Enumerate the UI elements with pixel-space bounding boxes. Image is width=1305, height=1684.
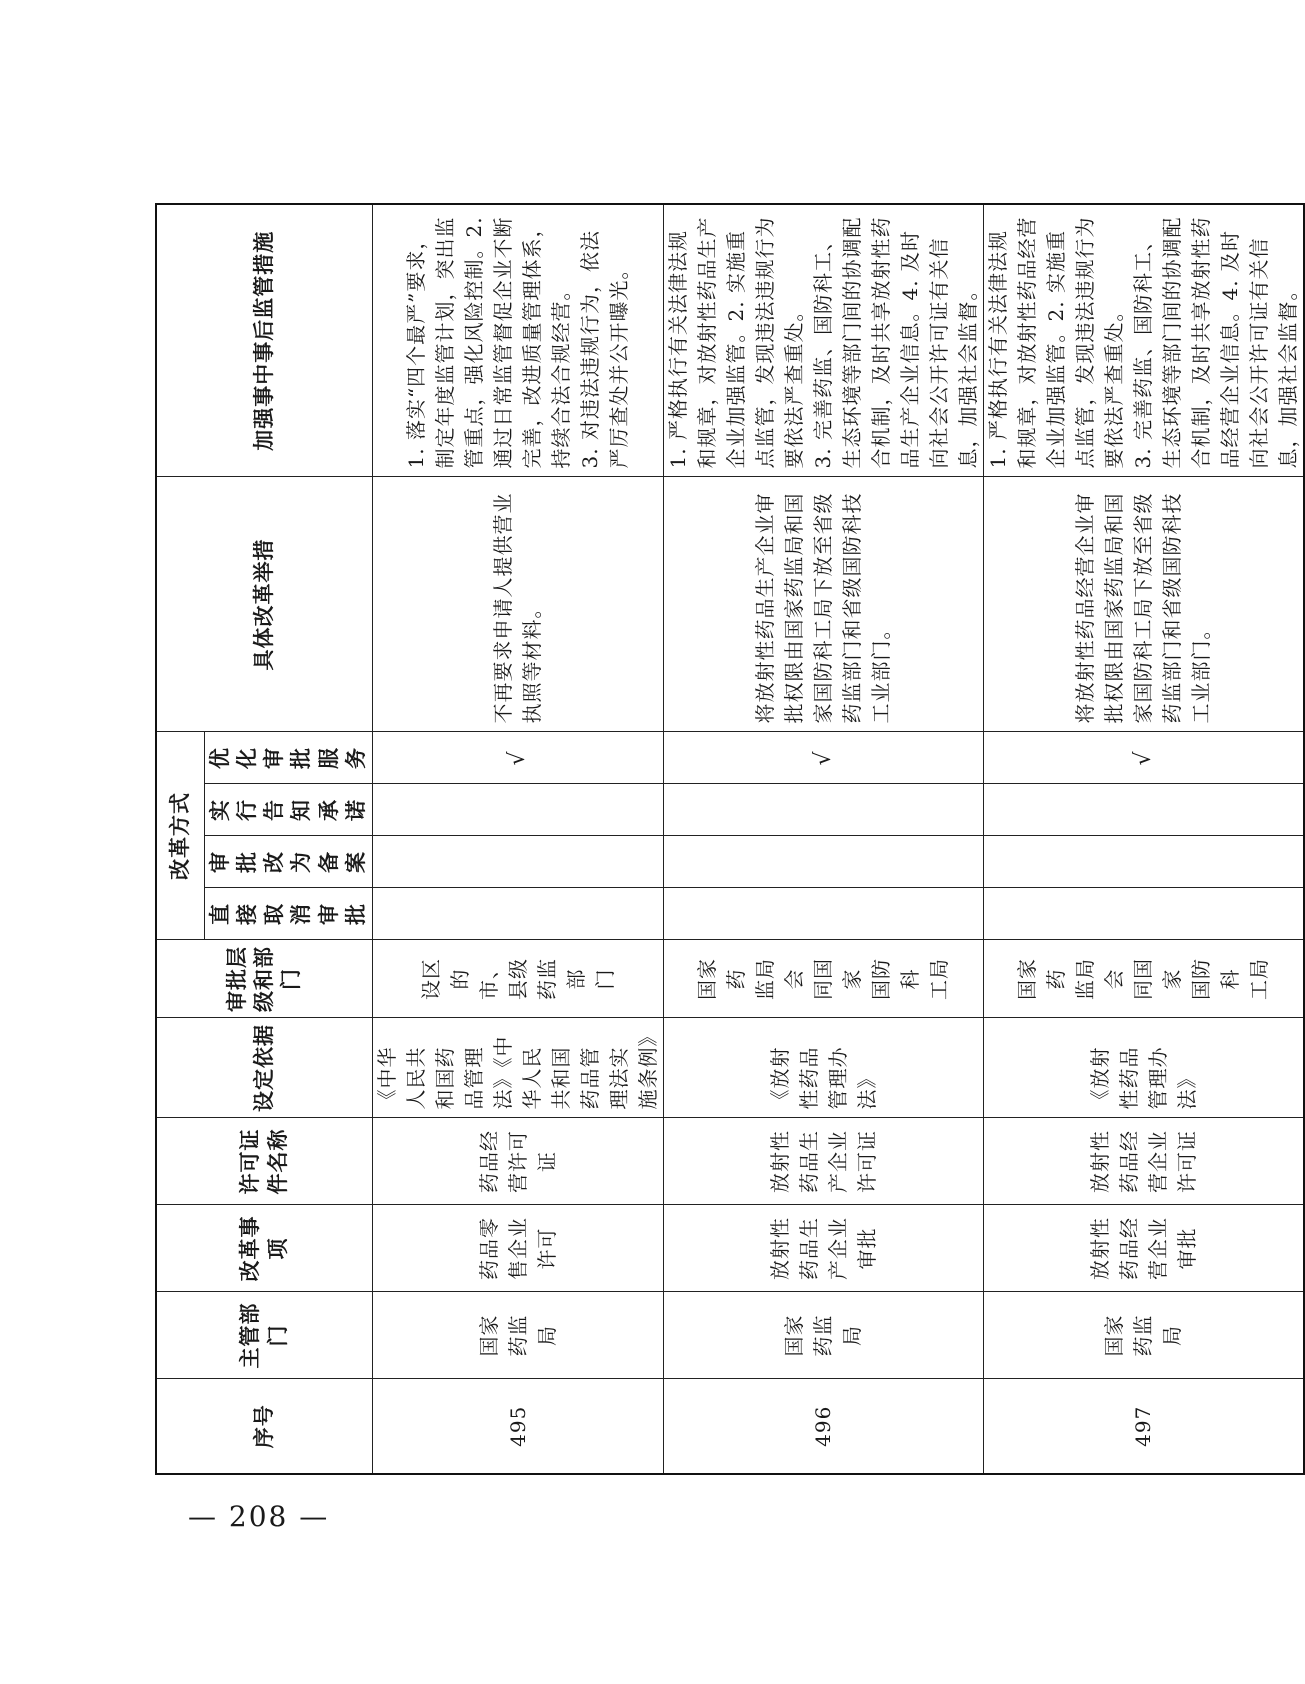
cell-seq: 495 [373, 1379, 664, 1474]
cell-item: 放射性 药品生 产企业 审批 [664, 1205, 984, 1292]
cell-measures: 不再要求申请人提供营业执照等材料。 [373, 477, 664, 732]
page-number: — 208 — [188, 1500, 330, 1533]
reform-table [155, 203, 1305, 1475]
header-seq: 序号 [156, 1379, 373, 1474]
header-row [156, 204, 204, 1474]
cell-mode-record [664, 836, 984, 888]
cell-mode-optimize: √ [373, 732, 664, 784]
cell-dept: 国家 药监 局 [984, 1292, 1305, 1379]
cell-supervision: 1. 严格执行有关法律法规和规章，对放射性药品生产企业加强监管。2. 实施重点监管，发现违法违规行为要依法严查重处。 3. 完善药监、国防科工、生态环境等部门间的协调配合机制，及时共享放射性药品生产企业信息。4. 及时向社会公开许可证有关信息，加强社会监督。 [664, 204, 984, 477]
cell-seq: 496 [664, 1379, 984, 1474]
cell-basis: 《放射性药品管理办法》 [664, 1018, 984, 1118]
cell-item: 放射性 药品经 营企业 审批 [984, 1205, 1305, 1292]
header-license: 许可证件名称 [156, 1118, 373, 1205]
reform-table-wrapper [155, 205, 1301, 1475]
header-dept: 主管部门 [156, 1292, 373, 1379]
cell-mode-cancel [984, 888, 1305, 940]
cell-mode-cancel [664, 888, 984, 940]
cell-item: 药品零 售企业 许可 [373, 1205, 664, 1292]
cell-measures: 将放射性药品经营企业审批权限由国家药监局和国家国防科工局下放至省级药监部门和省级国防科技工业部门。 [984, 477, 1305, 732]
cell-level: 国家药 监局会 同国家 国防科 工局 [664, 940, 984, 1018]
cell-supervision: 1. 严格执行有关法律法规和规章，对放射性药品经营企业加强监管。2. 实施重点监管，发现违法违规行为要依法严查重处。 3. 完善药监、国防科工、生态环境等部门间的协调配合机制，及时共享放射性药品经营企业信息。4. 及时向社会公开许可证有关信息，加强社会监督。 [984, 204, 1305, 477]
cell-mode-notify [373, 784, 664, 836]
header-mode-optimize: 优化审批服务 [204, 732, 373, 784]
cell-dept: 国家 药监 局 [664, 1292, 984, 1379]
cell-basis: 《中华人民共和国药品管理法》《中华人民共和国药品管理法实施条例》 [373, 1018, 664, 1118]
header-mode-cancel: 直接取消审批 [204, 888, 373, 940]
header-mode-record: 审批改为备案 [204, 836, 373, 888]
header-reform-mode: 改革方式 [156, 732, 204, 940]
cell-seq: 497 [984, 1379, 1305, 1474]
table-row [664, 204, 984, 1474]
cell-supervision: 1. 落实“四个最严”要求，制定年度监管计划，突出监管重点，强化风险控制。2. 通过日常监管督促企业不断完善，改进质量管理体系，持续合法合规经营。 3. 对违法违规行为，依法严厉查处并公开曝光。 [373, 204, 664, 477]
header-basis: 设定依据 [156, 1018, 373, 1118]
header-level: 审批层级和部门 [156, 940, 373, 1018]
cell-license: 药品经 营许可 证 [373, 1118, 664, 1205]
cell-level: 设区的 市、县级 药监部 门 [373, 940, 664, 1018]
header-mode-notify: 实行告知承诺 [204, 784, 373, 836]
header-item: 改革事项 [156, 1205, 373, 1292]
cell-mode-optimize: √ [664, 732, 984, 784]
cell-mode-record [373, 836, 664, 888]
rotated-table-container [155, 205, 1301, 1475]
header-measures: 具体改革举措 [156, 477, 373, 732]
cell-dept: 国家 药监 局 [373, 1292, 664, 1379]
cell-level: 国家药 监局会 同国家 国防科 工局 [984, 940, 1305, 1018]
cell-mode-cancel [373, 888, 664, 940]
cell-mode-optimize: √ [984, 732, 1305, 784]
cell-mode-record [984, 836, 1305, 888]
cell-license: 放射性 药品经 营企业 许可证 [984, 1118, 1305, 1205]
header-supervision: 加强事中事后监管措施 [156, 204, 373, 477]
cell-mode-notify [984, 784, 1305, 836]
table-row [984, 204, 1305, 1474]
cell-license: 放射性 药品生 产企业 许可证 [664, 1118, 984, 1205]
cell-basis: 《放射性药品管理办法》 [984, 1018, 1305, 1118]
cell-measures: 将放射性药品生产企业审批权限由国家药监局和国家国防科工局下放至省级药监部门和省级国防科技工业部门。 [664, 477, 984, 732]
cell-mode-notify [664, 784, 984, 836]
table-row [373, 204, 664, 1474]
